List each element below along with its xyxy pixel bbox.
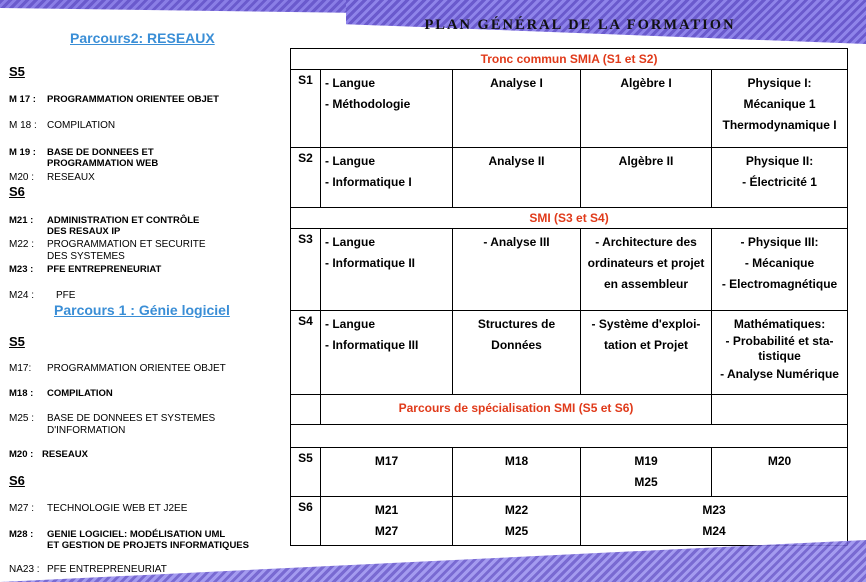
- module-item: M27 : TECHNOLOGIE WEB ET J2EE: [9, 503, 188, 514]
- table-cell: - Architecture des ordinateurs et projet en assembleur: [581, 229, 712, 311]
- formation-plan-table: [290, 48, 848, 546]
- semester-label: S5: [291, 448, 321, 497]
- semester-label: S6: [291, 497, 321, 546]
- semester-label: S1: [291, 70, 321, 148]
- table-row: [291, 148, 848, 208]
- module-item: M17: PROGRAMMATION ORIENTEE OBJET: [9, 363, 226, 374]
- spacer-row: [291, 425, 848, 448]
- table-cell: M20: [712, 448, 848, 497]
- table-cell: - Langue - Informatique I: [321, 148, 453, 208]
- table-cell: Structures de Données: [453, 311, 581, 395]
- table-cell: - Langue - Informatique III: [321, 311, 453, 395]
- semester-label: S3: [291, 229, 321, 311]
- module-item: NA23 : PFE ENTREPRENEURIAT: [9, 564, 167, 575]
- band-row-smi: [291, 208, 848, 229]
- module-item: M23 : PFE ENTREPRENEURIAT: [9, 264, 162, 275]
- module-item: M 18 : COMPILATION: [9, 120, 116, 131]
- table-cell: - Analyse III: [453, 229, 581, 311]
- table-cell: M21 M27: [321, 497, 453, 546]
- table-row: [291, 229, 848, 311]
- s6-heading-genie: S6: [9, 473, 25, 488]
- band-row-tronc: [291, 49, 848, 70]
- semester-label: S2: [291, 148, 321, 208]
- page-title: PLAN GÉNÉRAL DE LA FORMATION: [424, 17, 736, 33]
- module-item: M28 : GENIE LOGICIEL: MODÉLISATION UML: [9, 529, 226, 540]
- table-cell-empty: [291, 395, 321, 425]
- band-row-parcours: [291, 395, 848, 425]
- tronc-commun-band: Tronc commun SMIA (S1 et S2): [291, 49, 848, 70]
- table-cell: Physique II: - Électricité 1: [712, 148, 848, 208]
- module-item: M 19 : BASE DE DONNEES ET: [9, 147, 154, 158]
- s5-heading-reseaux: S5: [9, 64, 25, 79]
- table-cell: - Langue - Informatique II: [321, 229, 453, 311]
- table-cell: M19 M25: [581, 448, 712, 497]
- module-item-cont: ET GESTION DE PROJETS INFORMATIQUES: [47, 540, 249, 551]
- module-item-cont: D'INFORMATION: [47, 425, 126, 436]
- table-cell: - Langue - Méthodologie: [321, 70, 453, 148]
- table-cell: - Système d'exploi- tation et Projet: [581, 311, 712, 395]
- parcours2-heading: Parcours2: RESEAUX: [70, 30, 215, 46]
- left-course-lists: [0, 0, 290, 582]
- module-item: M18 : COMPILATION: [9, 388, 113, 399]
- smi-band: SMI (S3 et S4): [291, 208, 848, 229]
- table-cell: Physique I: Mécanique 1 Thermodynamique I: [712, 70, 848, 148]
- table-cell: Mathématiques: - Probabilité et sta- tistique - Analyse Numérique: [712, 311, 848, 395]
- module-item: M20 : RESEAUX: [9, 449, 88, 460]
- module-item: M20 : RESEAUX: [9, 172, 95, 183]
- module-item: M24 : PFE: [9, 290, 76, 301]
- table-cell: Analyse I: [453, 70, 581, 148]
- table-cell: M17: [321, 448, 453, 497]
- table-cell: Algèbre I: [581, 70, 712, 148]
- parcours-specialisation-band: Parcours de spécialisation SMI (S5 et S6): [321, 395, 712, 425]
- module-item: M21 : ADMINISTRATION ET CONTRÔLE: [9, 215, 200, 226]
- table-row: [291, 497, 848, 546]
- table-cell: - Physique III: - Mécanique - Electromagnétique: [712, 229, 848, 311]
- table-cell: M18: [453, 448, 581, 497]
- table-cell: M22 M25: [453, 497, 581, 546]
- s5-heading-genie: S5: [9, 334, 25, 349]
- semester-label: S4: [291, 311, 321, 395]
- module-item-cont: DES RESAUX IP: [47, 226, 121, 237]
- table-row: [291, 448, 848, 497]
- table-cell: M23 M24: [581, 497, 848, 546]
- table-row: [291, 70, 848, 148]
- s6-heading-reseaux: S6: [9, 184, 25, 199]
- table-row: [291, 311, 848, 395]
- module-item: M25 : BASE DE DONNEES ET SYSTEMES: [9, 413, 216, 424]
- module-item-cont: DES SYSTEMES: [47, 251, 125, 262]
- table-cell-empty: [712, 395, 848, 425]
- table-cell: Algèbre II: [581, 148, 712, 208]
- module-item: M22 : PROGRAMMATION ET SECURITE: [9, 239, 206, 250]
- module-item-cont: PROGRAMMATION WEB: [47, 158, 159, 169]
- table-cell: Analyse II: [453, 148, 581, 208]
- module-item: M 17 : PROGRAMMATION ORIENTEE OBJET: [9, 94, 219, 105]
- parcours1-heading: Parcours 1 : Génie logiciel: [54, 302, 230, 318]
